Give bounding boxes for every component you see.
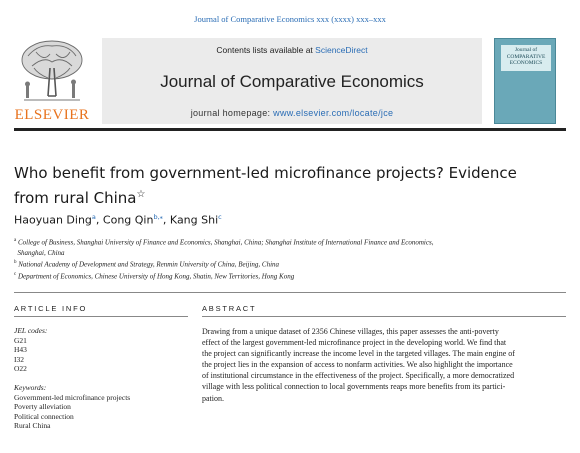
contents-line (102, 45, 482, 55)
affiliation-item (14, 236, 566, 248)
affiliation-text: Shanghai, China (17, 248, 65, 257)
affiliation-list (14, 236, 566, 282)
keyword: Poverty alleviation (14, 402, 71, 412)
abstract-rule (202, 316, 566, 317)
homepage-link[interactable]: www.elsevier.com/locate/jce (273, 108, 394, 118)
journal-citation[interactable]: Journal of Comparative Economics xxx (xxxx) xxx–xxx (194, 14, 386, 24)
abstract-heading: ABSTRACT (202, 304, 257, 313)
author-name[interactable]: Haoyuan Ding (14, 213, 92, 227)
affiliation-text: College of Business, Shanghai University of Finance and Economics, Shanghai, China; Shanghai Institute of International Finance and Economics, (17, 238, 434, 247)
cover-line-1: Journal of (514, 47, 538, 53)
cover-title (501, 47, 551, 67)
title-line-2 (14, 184, 534, 209)
header-divider (14, 128, 566, 131)
affiliation-text: Department of Economics, Chinese University of Hong Kong, Shatin, New Territories, Hong Kong (17, 272, 295, 281)
title-line-1: Who benefit from government-led microfinance projects? Evidence (14, 164, 517, 182)
article-info-rule (14, 316, 188, 317)
journal-title: Journal of Comparative Economics (160, 72, 424, 91)
author-name[interactable]: Kang Shi (169, 213, 219, 227)
jel-code: O22 (14, 364, 27, 374)
keyword: Political connection (14, 411, 74, 421)
publisher-wordmark: ELSEVIER (14, 107, 90, 123)
tree-icon (14, 38, 90, 104)
author-list (14, 213, 222, 227)
author-separator: , (162, 213, 170, 227)
abstract-line: the project lies in the expansion of access to nonfarm activities. We also highlight the importance (202, 360, 513, 370)
journal-cover-thumbnail[interactable] (494, 38, 556, 124)
abstract-line: Drawing from a unique dataset of 2356 Chinese villages, this paper assesses the anti-poverty (202, 327, 499, 336)
affiliation-item (14, 248, 566, 259)
homepage-prefix: journal homepage: (190, 108, 274, 118)
spacer (14, 374, 188, 383)
author-affiliation-mark[interactable]: a (91, 213, 96, 221)
affiliation-text: National Academy of Development and Strategy, Renmin University of China, Beijing, China (18, 260, 280, 269)
affiliation-mark: a (14, 238, 17, 243)
article-title (14, 163, 534, 209)
keywords-label: Keywords: (14, 382, 47, 392)
sciencedirect-link[interactable]: ScienceDirect (315, 45, 368, 55)
author-affiliation-mark[interactable]: c (218, 213, 222, 221)
abstract-line: the project can significantly increase the income level in the targeted villages. The main engine of (202, 349, 515, 359)
author-name[interactable]: Cong Qin (102, 213, 154, 227)
cover-line-3: ECONOMICS (509, 60, 543, 66)
affiliation-mark: b (14, 260, 17, 266)
abstract-line: pation. (202, 393, 224, 403)
jel-code: G21 (14, 335, 27, 345)
author-affiliation-mark[interactable]: b,⁎ (153, 213, 163, 221)
affiliation-mark: c (14, 272, 17, 278)
keyword: Rural China (14, 421, 51, 431)
jel-codes-label: JEL codes: (14, 326, 48, 335)
abstract-line: village with less political connection to local governments reaps more benefits from its partici- (202, 382, 506, 392)
section-divider (14, 292, 566, 293)
keyword: Government-led microfinance projects (14, 392, 131, 402)
jel-code: H43 (14, 345, 27, 355)
abstract-text (202, 326, 566, 404)
jel-code: I32 (14, 354, 24, 364)
article-info-heading: ARTICLE INFO (14, 304, 88, 313)
contents-prefix: Contents lists available at (216, 45, 316, 55)
journal-banner (14, 38, 566, 124)
cover-line-2: COMPARATIVE (506, 53, 546, 60)
article-info-panel (14, 326, 188, 431)
author-separator: , (95, 213, 103, 227)
title-footnote-star[interactable]: ☆ (136, 189, 146, 200)
abstract-line: effect of the largest government-led microfinance project in the developing world. We find that (202, 338, 507, 348)
elsevier-logo[interactable] (14, 38, 90, 124)
affiliation-item (14, 270, 566, 282)
journal-masthead (102, 38, 482, 124)
title-line-2-text: from rural China (14, 189, 137, 207)
affiliation-item (14, 258, 566, 270)
homepage-line (102, 108, 482, 118)
abstract-line: of institutional circumstance in the effectiveness of the project. Specifically, a more democratized (202, 371, 515, 381)
